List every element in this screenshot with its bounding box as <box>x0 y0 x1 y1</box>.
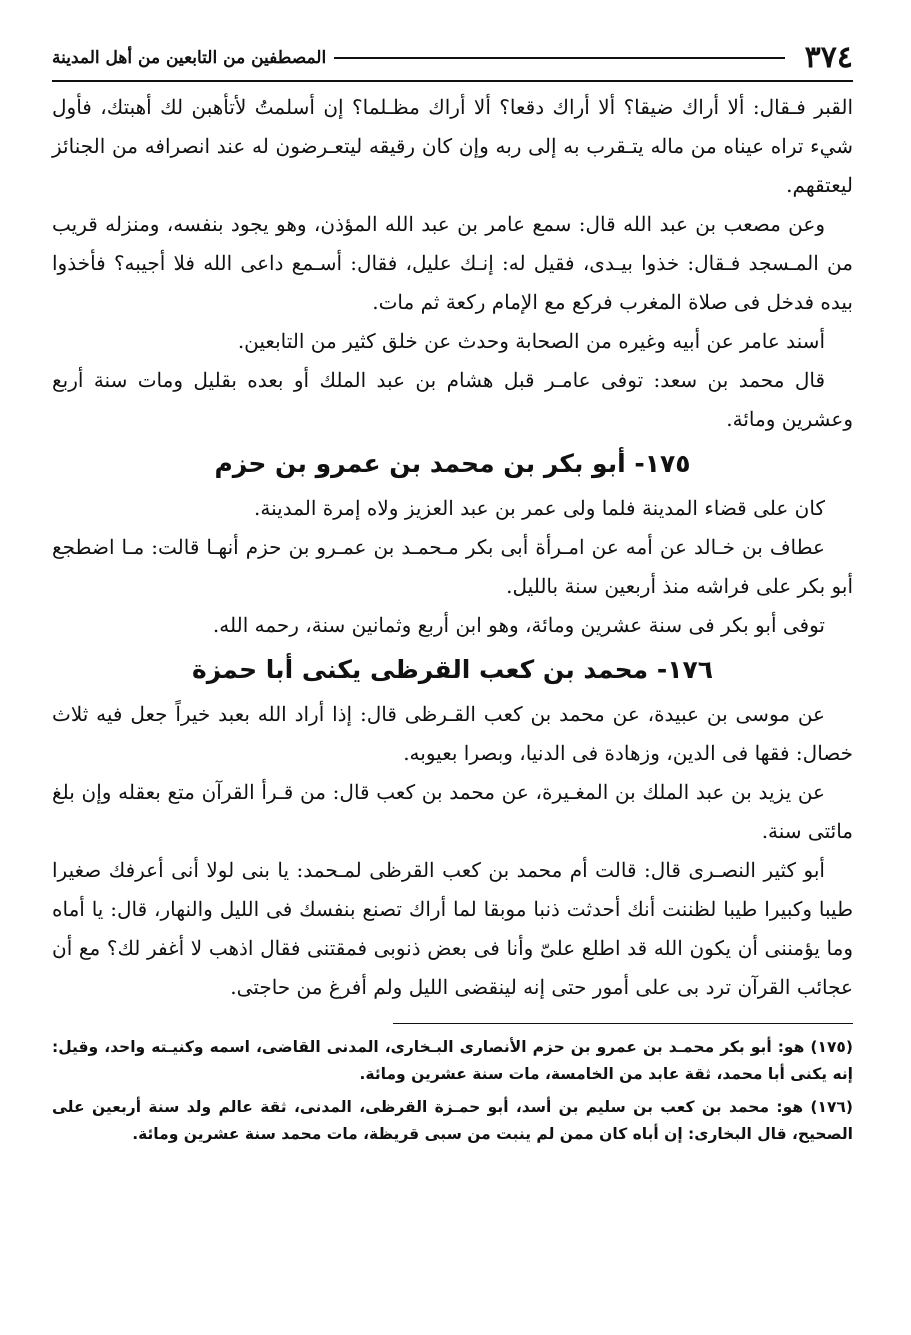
main-text <box>52 88 853 1007</box>
section-heading-176: ١٧٦- محمد بن كعب القرظى يكنى أبا حمزة <box>192 655 713 684</box>
page-number: ٣٧٤ <box>804 40 853 75</box>
paragraph: كان على قضاء المدينة فلما ولى عمر بن عبد العزيز ولاه إمرة المدينة. <box>254 496 825 520</box>
paragraph: عطاف بن خـالد عن أمه عن امـرأة أبى بكر مـحمـد بن عمـرو بن حزم أنهـا قالت: مـا اضطجع أبو بكر على فراشه منذ أربعين سنة بالليل. <box>52 535 853 598</box>
paragraph: توفى أبو بكر فى سنة عشرين ومائة، وهو ابن أربع وثمانين سنة، رحمه الله. <box>212 613 825 637</box>
page-header <box>52 40 853 76</box>
footnote-175: (١٧٥) هو: أبو بكر محمـد بن عمرو بن حزم الأنصارى البـخارى، المدنى القاضى، اسمه وكنيـته واحد، وقيل: إنه يكنى أبا محمد، ثقة عابد من الخامسة، مات سنة عشرين ومائة. <box>52 1038 853 1083</box>
footnotes <box>52 1034 853 1148</box>
header-rule <box>334 57 784 59</box>
paragraph: قال محمد بن سعد: توفى عامـر قبل هشام بن عبد الملك أو بعده بقليل ومات سنة أربع وعشرين ومائة. <box>52 368 853 431</box>
paragraph: أسند عامر عن أبيه وغيره من الصحابة وحدث عن خلق كثير من التابعين. <box>237 329 825 353</box>
paragraph: وعن مصعب بن عبد الله قال: سمع عامر بن عبد الله المؤذن، وهو يجود بنفسه، ومنزله قريب من المـسجد فـقال: خذوا بيـدى، فقيل له: إنـك عليل، فقال: أسـمع داعى الله فلا أجيبه؟ فأخذوا بيده فدخل فى صلاة المغرب فركع مع الإمام ركعة ثم مات. <box>52 212 853 314</box>
paragraph: القبر فـقال: ألا أراك ضيقا؟ ألا أراك دقعا؟ ألا أراك مظـلما؟ إن أسلمتُ لأتأهبن لك أهبتك، فأول شيء تراه عيناه من ماله يتـقرب به إلى ربه وإن كان رقيقه ليتعـرضون له عند انصرافه من الجنائز ليعتقهم. <box>52 95 853 197</box>
paragraph: عن يزيد بن عبد الملك بن المغـيرة، عن محمد بن كعب قال: من قـرأ القرآن متع بعقله وإن بلغ مائتى سنة. <box>52 780 853 843</box>
footnote-rule <box>393 1023 853 1024</box>
section-heading-175: ١٧٥- أبو بكر بن محمد بن عمرو بن حزم <box>214 449 691 478</box>
running-title: المصطفين من التابعين من أهل المدينة <box>52 48 327 68</box>
paragraph: أبو كثير النصـرى قال: قالت أم محمد بن كعب القرظى لمـحمد: يا بنى لولا أنى أعرفك صغيرا طيبا وكبيرا طيبا لظننت أنك أحدثت ذنبا موبقا لما أراك تصنع بنفسك فى الليل والنهار، قال: يا أماه وما يؤمننى أن يكون الله قد اطلع علىّ وأنا فى بعض ذنوبى فمقتنى فقال اذهب لا أغفر لك؟ مع أن عجائب القرآن ترد بى على أمور حتى إنه لينقضى الليل ولم أفرغ من حاجتى. <box>52 858 853 999</box>
paragraph: عن موسى بن عبيدة، عن محمد بن كعب القـرظى قال: إذا أراد الله بعبد خيراً جعل فيه ثلاث خصال: فقها فى الدين، وزهادة فى الدنيا، وبصرا بعيوبه. <box>52 702 853 765</box>
footnote-176: (١٧٦) هو: محمد بن كعب بن سليم بن أسد، أبو حمـزة القرظى، المدنى، ثقة عالم ولد سنة أربعين على الصحيح، قال البخارى: إن أباه كان ممن لم ينبت من سبى قريظة، مات محمد سنة عشرين ومائة. <box>52 1098 853 1143</box>
header-underline <box>52 80 853 82</box>
